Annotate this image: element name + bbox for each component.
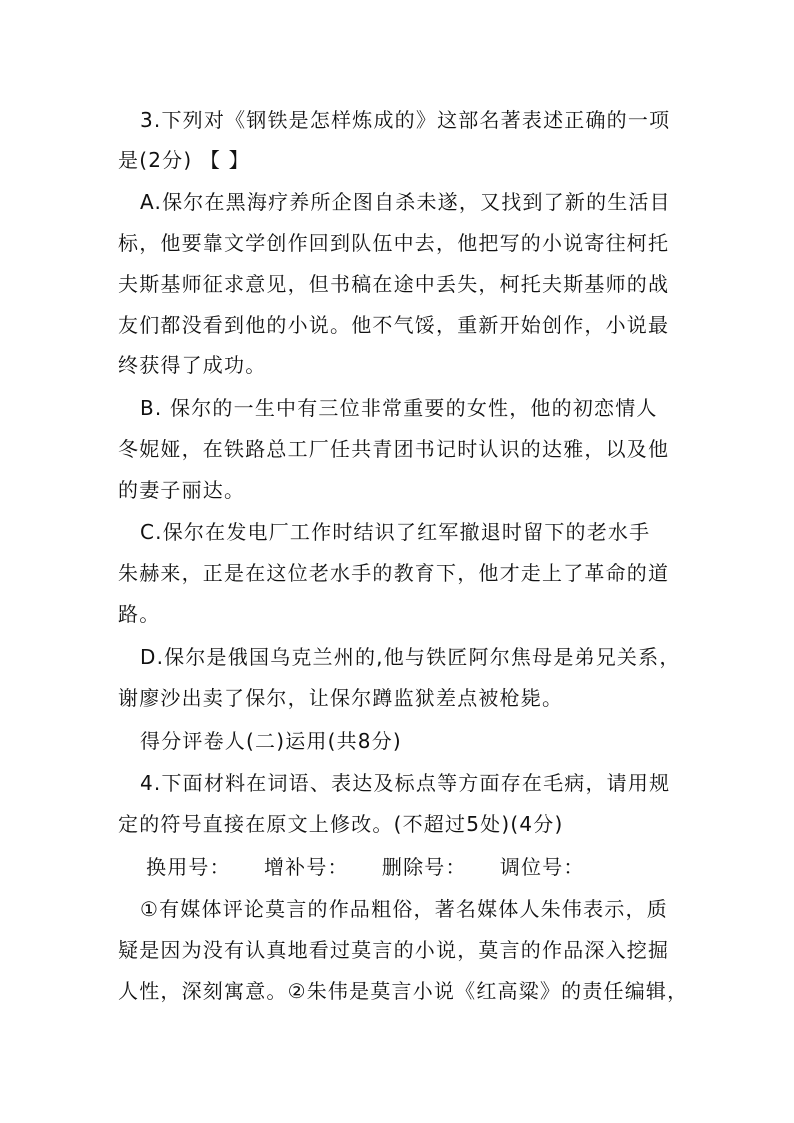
option-a-line-5: 终获得了成功。 — [118, 353, 267, 377]
option-a-line-4: 友们都没看到他的小说。他不气馁，重新开始创作，小说最 — [118, 313, 670, 337]
passage-line-3: 人性，深刻寓意。②朱伟是莫言小说《红高粱》的责任编辑， — [118, 979, 689, 1003]
option-c-line-2: 朱赫来，正是在这位老水手的教育下，他才走上了革命的道 — [118, 561, 670, 585]
option-a-line-1: A.保尔在黑海疗养所企图自杀未遂，又找到了新的生活目 — [140, 190, 671, 214]
passage-line-2: 疑是因为没有认真地看过莫言的小说，莫言的作品深入挖掘 — [118, 938, 670, 962]
option-b-line-3: 的妻子丽达。 — [118, 478, 246, 502]
passage-line-1: ①有媒体评论莫言的作品粗俗，著名媒体人朱伟表示，质 — [140, 897, 668, 921]
option-c-line-3: 路。 — [118, 602, 161, 626]
option-a-line-2: 标，他要靠文学创作回到队伍中去，他把写的小说寄往柯托 — [118, 231, 670, 255]
delete-symbol-label: 删除号： — [381, 855, 467, 879]
option-d-line-2: 谢廖沙出卖了保尔，让保尔蹲监狱差点被枪毙。 — [118, 686, 564, 710]
option-b-line-1: B. 保尔的一生中有三位非常重要的女性，他的初恋情人 — [140, 396, 658, 420]
question-4-stem-line-1: 4.下面材料在词语、表达及标点等方面存在毛病，请用规 — [140, 771, 671, 795]
question-4-stem-line-2: 定的符号直接在原文上修改。(不超过5处)(4分) — [118, 812, 564, 836]
add-symbol-label: 增补号： — [263, 855, 349, 879]
option-b-line-2: 冬妮娅，在铁路总工厂任共青团书记时认识的达雅，以及他 — [118, 437, 670, 461]
option-d-line-1: D.保尔是俄国乌克兰州的,他与铁匠阿尔焦母是弟兄关系， — [140, 645, 681, 669]
option-a-line-3: 夫斯基师征求意见，但书稿在途中丢失，柯托夫斯基师的战 — [118, 272, 670, 296]
reorder-symbol-label: 调位号： — [499, 855, 585, 879]
question-3-stem-line-1: 3.下列对《钢铁是怎样炼成的》这部名著表述正确的一项 — [140, 108, 671, 132]
option-c-line-1: C.保尔在发电厂工作时结识了红军撤退时留下的老水手 — [140, 520, 651, 544]
correction-symbols — [146, 855, 585, 879]
question-3-stem-line-2: 是(2分) 【 】 — [118, 148, 250, 172]
section-2-header: 得分评卷人(二)运用(共8分) — [140, 729, 402, 753]
replace-symbol-label: 换用号： — [146, 855, 231, 879]
